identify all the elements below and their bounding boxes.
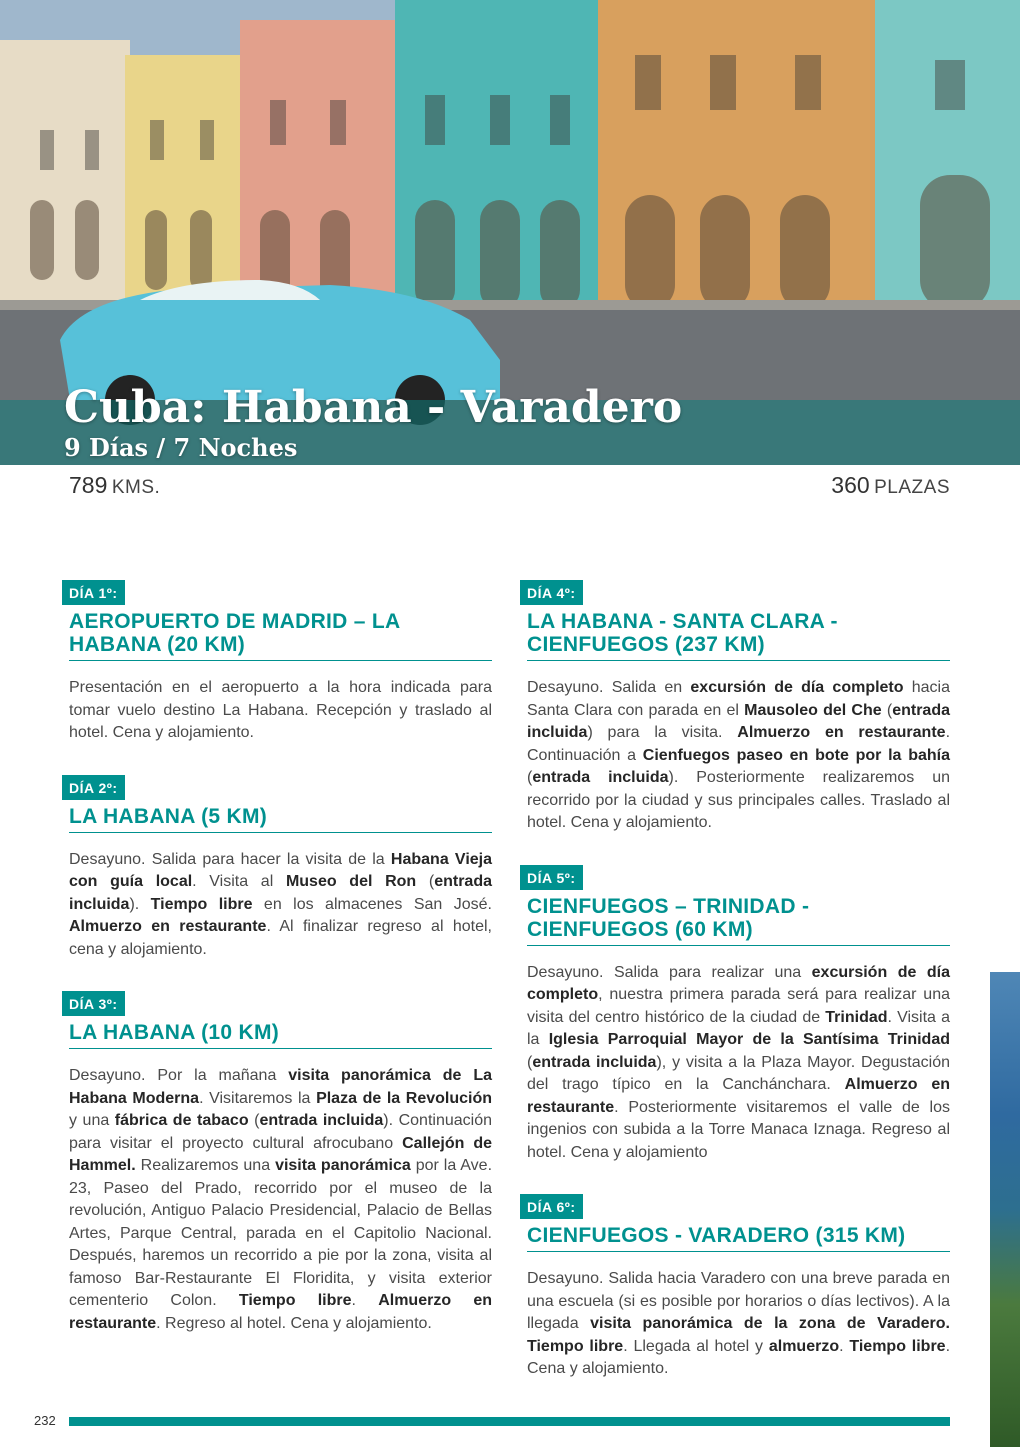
day-description: Desayuno. Salida en excursión de día completo hacia Santa Clara con parada en el Mausoleo del Che (entrada incluida) para la visita. Almuerzo en restaurante. Continuación a Cienfuegos paseo en bote por la bahía (entrada incluida). Posteriormente realizaremos un recorrido por la ciudad y sus principales calles. Traslado al hotel. Cena y alojamiento. [527,679,951,831]
day-title: LA HABANA (10 KM) [69,1021,492,1049]
seats-unit: PLAZAS [874,477,950,498]
day-3 [69,991,492,1335]
day-description: Desayuno. Salida para hacer la visita de la Habana Vieja con guía local. Visita al Museo del Ron (entrada incluida). Tiempo libre en los almacenes San José. Almuerzo en restaurante. Al finalizar regreso al hotel, cena y alojamiento. [69,850,493,958]
day-1 [69,580,492,745]
day-title: AEROPUERTO DE MADRID – LA HABANA (20 KM) [69,610,492,661]
day-title: LA HABANA - SANTA CLARA - CIENFUEGOS (237 KM) [527,610,950,661]
beach-photo-strip [990,972,1020,1447]
day-description: Presentación en el aeropuerto a la hora indicada para tomar vuelo destino La Habana. Recepción y traslado al hotel. Cena y alojamiento. [69,679,492,741]
day-description: Desayuno. Por la mañana visita panorámica de La Habana Moderna. Visitaremos la Plaza de la Revolución y una fábrica de tabaco (entrada incluida). Continuación para visitar el proyecto cultural afrocubano Callejón de Hammel. Realizaremos una visita panorámica por la Ave. 23, Paseo del Prado, recorrido por el museo de la revolución, Antiguo Palacio Presidencial, Palacio de Bellas Artes, Parque Central, parada en el Capitolio Nacional. Después, haremos un recorrido a pie por la zona, visita al famoso Bar-Restaurante El Floridita, y visita exterior cementerio Colon. Tiempo libre. Almuerzo en restaurante. Regreso al hotel. Cena y alojamiento. [69,1067,493,1332]
distance-stat [69,472,160,499]
day-badge: DÍA 2º: [62,775,125,800]
itinerary-right-column [527,580,950,1381]
page-title: Cuba: Habana - Varadero [64,382,683,433]
day-description: Desayuno. Salida para realizar una excursión de día completo, nuestra primera parada será para realizar una visita del centro histórico de la ciudad de Trinidad. Visita a la Iglesia Parroquial Mayor de la Santísima Trinidad (entrada incluida), y visita a la Plaza Mayor. Degustación del trago típico en la Canchánchara. Almuerzo en restaurante. Posteriormente visitaremos el valle de los ingenios con subida a la Torre Manaca Iznaga. Regreso al hotel. Cena y alojamiento [527,963,951,1161]
day-title: CIENFUEGOS - VARADERO (315 KM) [527,1224,950,1252]
day-badge: DÍA 1º: [62,580,125,605]
footer-bar [69,1417,950,1426]
day-title: CIENFUEGOS – TRINIDAD - CIENFUEGOS (60 KM) [527,895,950,946]
itinerary-left-column [69,580,492,1335]
page-number: 232 [34,1413,56,1428]
page-subtitle: 9 Días / 7 Noches [64,433,298,462]
day-badge: DÍA 4º: [520,580,583,605]
day-badge: DÍA 6º: [520,1194,583,1219]
distance-value: 789 [69,472,108,498]
day-title: LA HABANA (5 KM) [69,805,492,833]
day-2 [69,775,492,962]
day-badge: DÍA 5º: [520,865,583,890]
day-badge: DÍA 3º: [62,991,125,1016]
distance-unit: KMS. [111,477,161,498]
hero-image [0,0,1020,465]
day-6 [527,1194,950,1381]
day-description: Desayuno. Salida hacia Varadero con una breve parada en una escuela (si es posible por horarios o días lectivos). A la llegada visita panorámica de la zona de Varadero. Tiempo libre. Llegada al hotel y almuerzo. Tiempo libre. Cena y alojamiento. [527,1270,951,1377]
seats-value: 360 [831,472,870,498]
day-4 [527,580,950,835]
day-5 [527,865,950,1165]
seats-stat [831,472,950,499]
